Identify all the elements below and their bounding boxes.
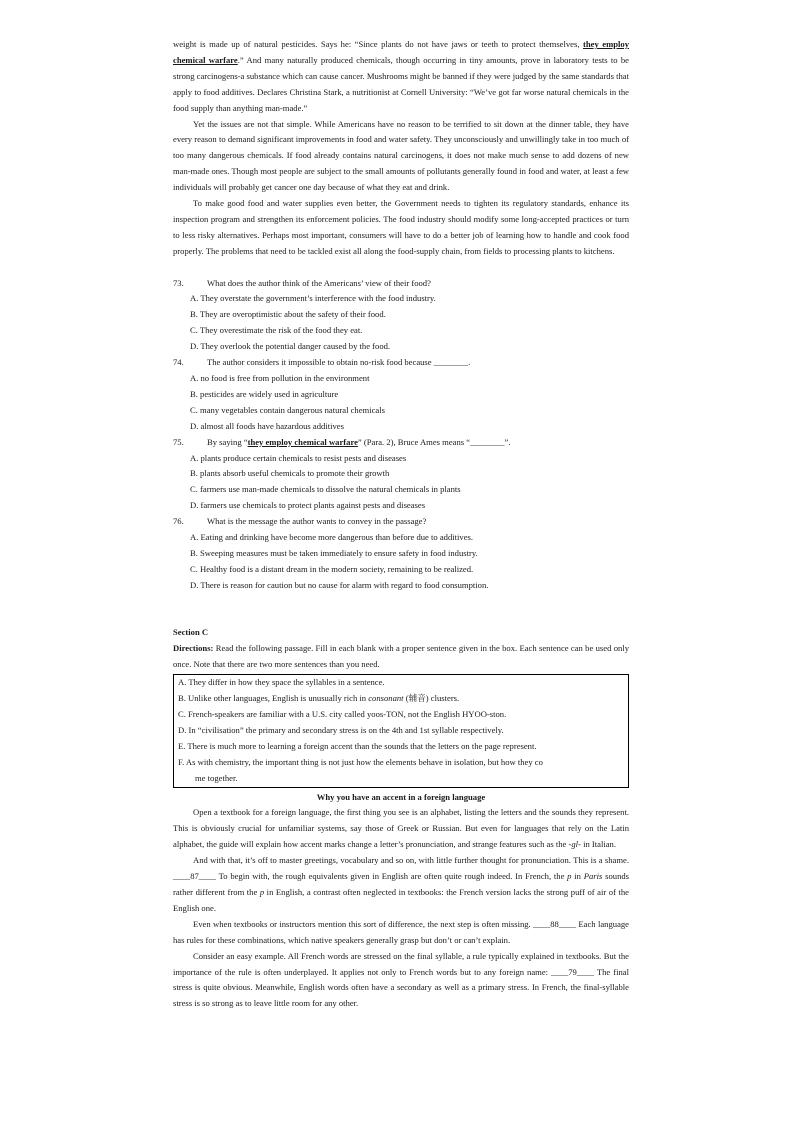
option: C. farmers use man-made chemicals to dissolve the natural chemicals in plants [190, 484, 461, 495]
question-76 [173, 514, 629, 594]
option: B. Sweeping measures must be taken immediately to ensure safety in food industry. [190, 547, 478, 558]
question-stem: By saying “they employ chemical warfare” (Para. 2), Bruce Ames means “________”. [207, 436, 511, 447]
article-paragraph-4: Consider an easy example. All French words are stressed on the final syllable, a rule typically explained in textbooks. But the importance of the rule is often underplayed. It applies not only to French words but to any foreign name: ____79____ The final stress is quite obvious. Meanwhile, English words often have a secondary as well as a primary stress. In French, the final-syllable stress is so strong as to leave little room for any other. [173, 950, 629, 1009]
question-75 [173, 435, 629, 515]
question-74 [173, 355, 629, 435]
question-number: 76. [173, 516, 184, 527]
option: A. Eating and drinking have become more dangerous than before due to additives. [190, 532, 474, 543]
section-title: Section C [173, 627, 209, 638]
option: C. They overestimate the risk of the food they eat. [190, 325, 363, 336]
article-paragraph-2: And with that, it’s off to master greetings, vocabulary and so on, with little further thought for pronunciation. This is a shame. ____87____ To begin with, the rough equivalents given in English are often quite rough indeed. In French, the p in Paris sounds rather different from the p in English, a contrast often neglected in textbooks: the French version lacks the strong puff of air of the English one. [173, 855, 630, 913]
option: B. pesticides are widely used in agriculture [190, 388, 339, 399]
box-option-d: D. In “civilisation” the primary and secondary stress is on the 4th and 1st syllable respectively. [178, 724, 504, 735]
passage-title: Why you have an accent in a foreign language [316, 791, 486, 802]
box-option-f: F. As with chemistry, the important thing is not just how the elements behave in isolation, but how they co [178, 756, 543, 767]
article-paragraph-1: Open a textbook for a foreign language, the first thing you see is an alphabet, listing the letters and the sounds they represent. This is obviously crucial for unfamiliar systems, say those of Greek or Russian. But even for languages that rely on the Latin alphabet, the guide will explain how accent marks change a letter’s pronunciation, and strange features such as the -gl- in Italian. [173, 807, 629, 850]
option: D. They overlook the potential danger caused by the food. [190, 341, 391, 352]
sentence-options-box [173, 674, 629, 787]
option: C. many vegetables contain dangerous natural chemicals [190, 404, 385, 415]
passage-paragraph-2: Yet the issues are not that simple. While Americans have no reason to be terrified to sit down at the dinner table, they have every reason to demand significant improvements in food and water safety. They unconsciously and unwillingly take in too much of too many dangerous chemicals. If food already contains natural carcinogens, it does not make much sense to add dozens of new man-made ones. Though most people are subject to the small amounts of pollutants generally found in food and water, at least a few individuals will probably get cancer one day because of what they eat and drink. [173, 118, 629, 193]
box-option-f-continued: me together. [195, 772, 238, 783]
box-option-e: E. There is much more to learning a foreign accent than the sounds that the letters on the page represent. [178, 740, 537, 751]
article-paragraph-3: Even when textbooks or instructors mention this sort of difference, the next step is often missing. ____88____ Each language has rules for these combinations, which native speakers generally grasp but don’t or can’t explain. [173, 918, 629, 945]
option: A. no food is free from pollution in the environment [190, 373, 370, 384]
box-option-c: C. French-speakers are familiar with a U.S. city called yoos-TON, not the English HYOO-ston. [178, 709, 507, 720]
option: A. plants produce certain chemicals to resist pests and diseases [190, 452, 407, 463]
document-page [173, 37, 629, 1012]
option: D. There is reason for caution but no cause for alarm with regard to food consumption. [190, 579, 489, 590]
question-73 [173, 276, 629, 356]
question-number: 74. [173, 357, 184, 368]
option: D. almost all foods have hazardous additives [190, 420, 344, 431]
option: D. farmers use chemicals to protect plants against pests and diseases [190, 500, 426, 511]
box-option-a: A. They differ in how they space the syllables in a sentence. [178, 677, 385, 688]
option: B. They are overoptimistic about the safety of their food. [190, 309, 386, 320]
passage-paragraph-1: weight is made up of natural pesticides. Says he: “Since plants do not have jaws or teeth to protect themselves, they employ chemical warfare.” And many naturally produced chemicals, though occurring in tiny amounts, prove in laboratory tests to be strong carcinogens-a substance which can cause cancer. Mushrooms might be banned if they were judged by the same standards that apply to food additives. Declares Christina Stark, a nutritionist at Cornell University: “We’ve got far worse natural chemicals in the food supply than anything man-made.” [173, 39, 629, 113]
option: B. plants absorb useful chemicals to promote their growth [190, 468, 390, 479]
question-stem: The author considers it impossible to obtain no-risk food because ________. [207, 357, 471, 368]
box-option-b: B. Unlike other languages, English is unusually rich in consonant (辅音) clusters. [178, 693, 460, 704]
question-number: 73. [173, 277, 184, 288]
question-stem: What is the message the author wants to convey in the passage? [207, 516, 427, 527]
question-stem: What does the author think of the Americans’ view of their food? [207, 277, 431, 288]
underlined-phrase: they employ chemical warfare [173, 39, 629, 65]
passage-paragraph-3: To make good food and water supplies even better, the Government needs to tighten its regulatory standards, enhance its inspection program and strengthen its enforcement policies. The food industry should modify some long-accepted practices or turn to less risky alternatives. Perhaps most important, consumers will have to do a better job of learning how to handle and cook food properly. The problems that need to be tackled exist all along the food-supply chain, from fields to processing plants to kitchens. [173, 198, 629, 256]
directions: Directions: Read the following passage. Fill in each blank with a proper sentence given in the box. Each sentence can be used only once. Note that there are two more sentences than you need. [173, 643, 629, 670]
option: C. Healthy food is a distant dream in the modern society, remaining to be realized. [190, 563, 474, 574]
option: A. They overstate the government’s interference with the food industry. [190, 293, 436, 304]
question-number: 75. [173, 436, 184, 447]
